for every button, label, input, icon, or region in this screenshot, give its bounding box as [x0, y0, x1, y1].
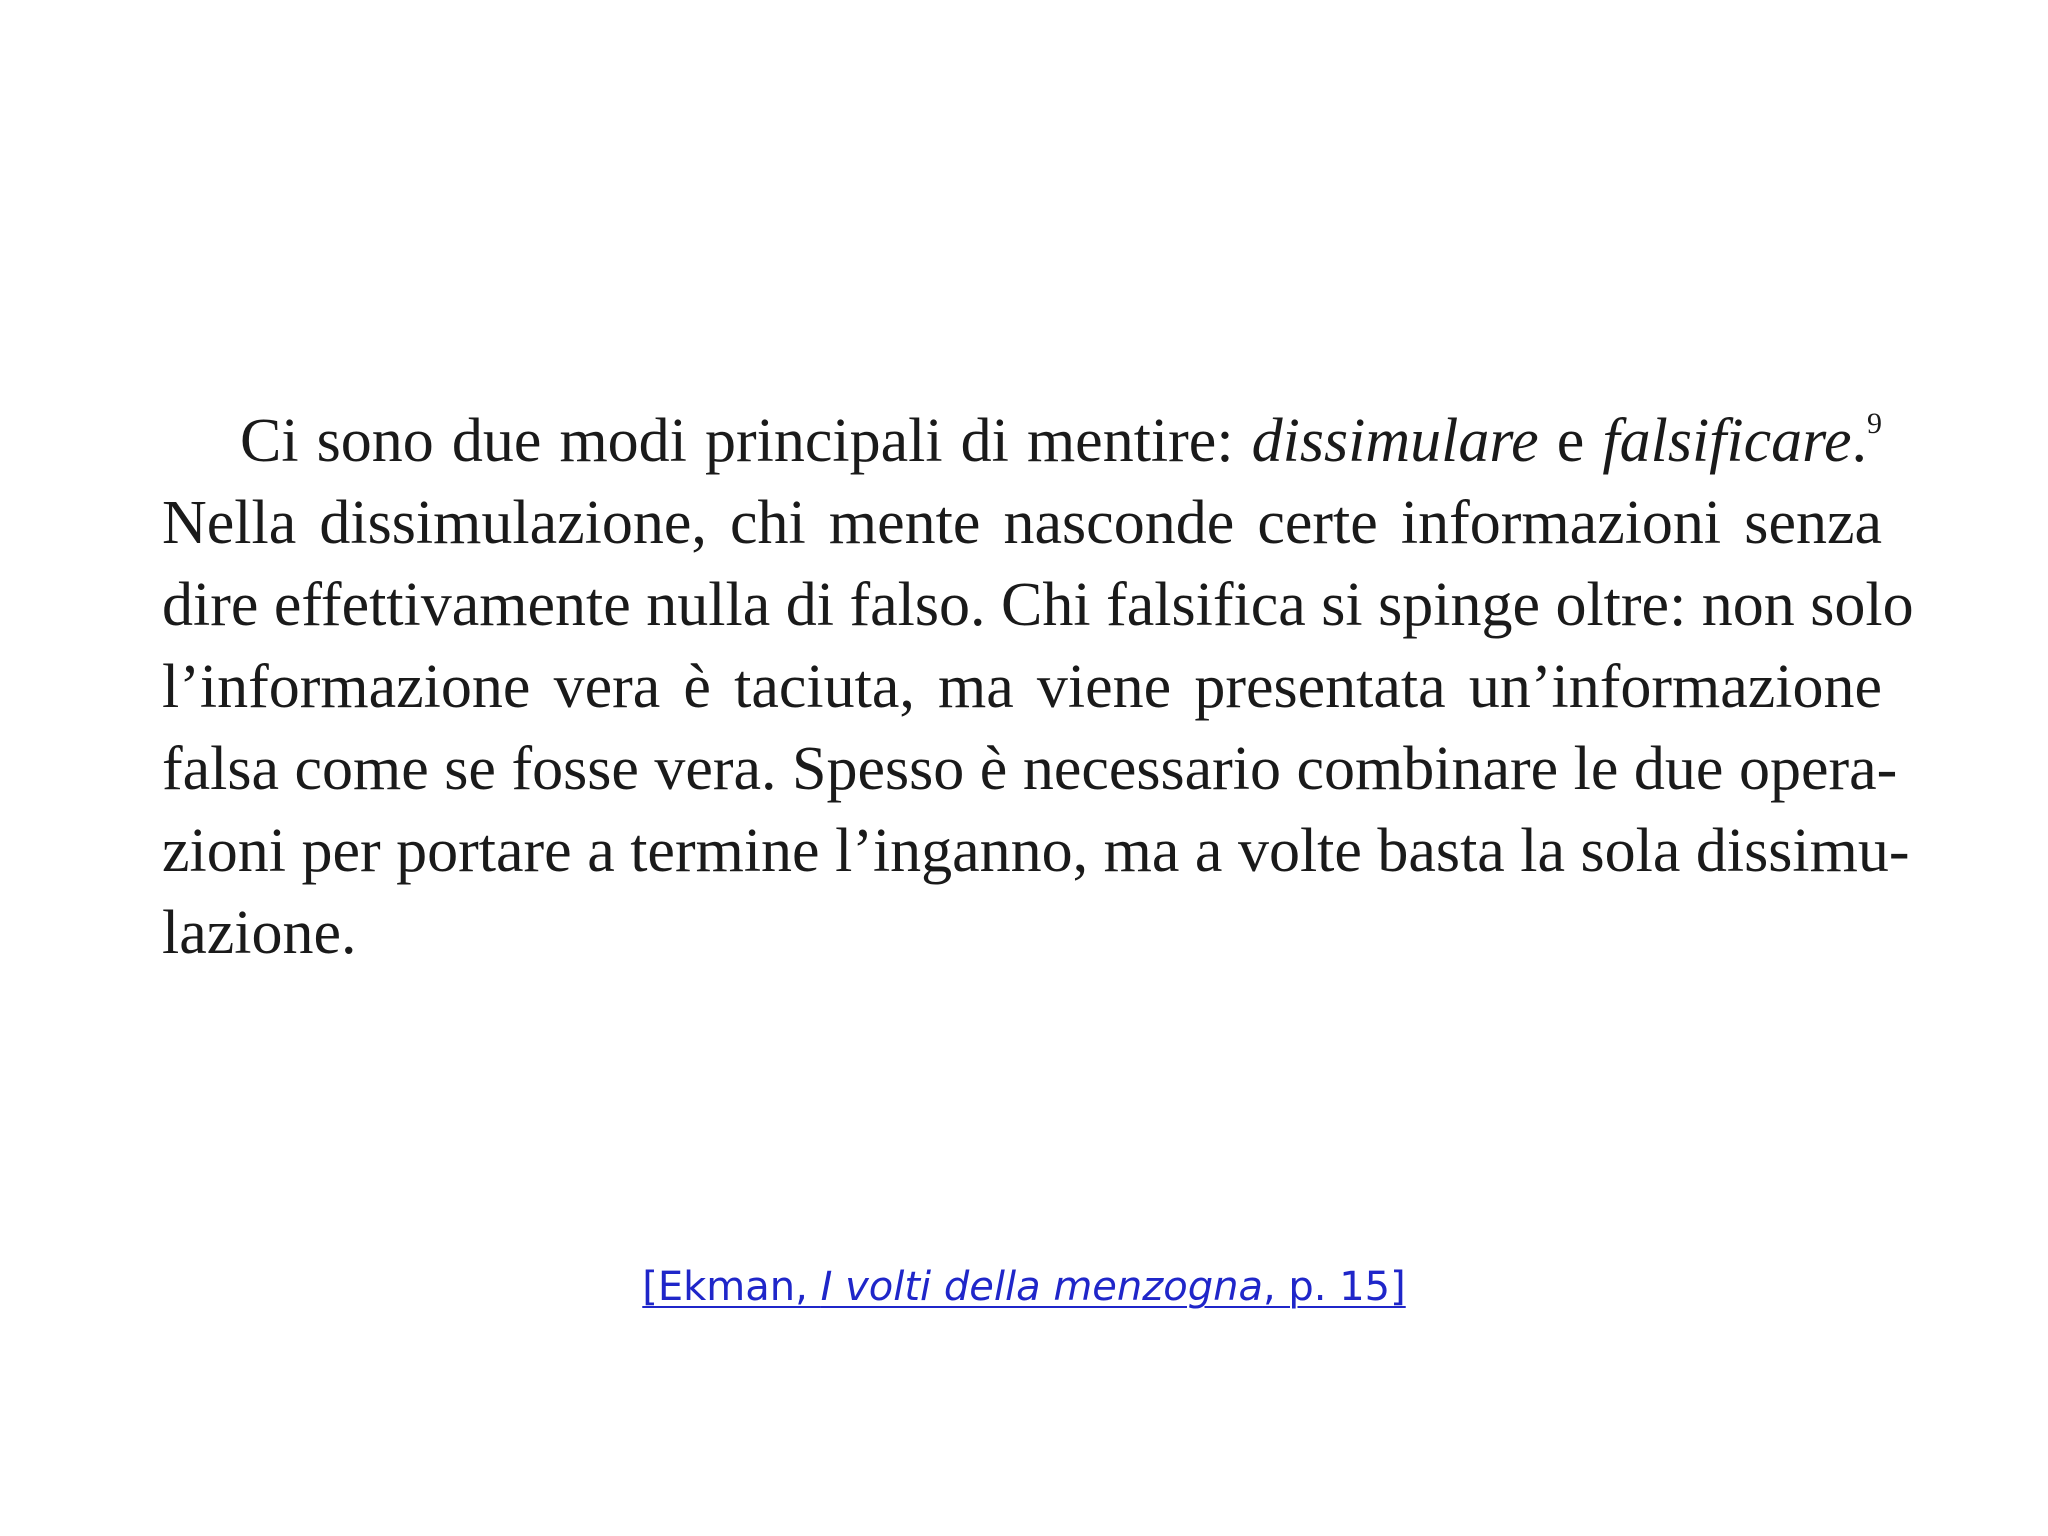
quote-line-5: falsa come se fosse vera. Spesso è necessario combinare le due opera-	[162, 735, 1898, 803]
citation-link[interactable]	[642, 1264, 1405, 1310]
italic-term-dissimulare: dissimulare	[1251, 407, 1539, 475]
quote-line-7: lazione.	[162, 899, 357, 967]
quote-line-1	[162, 400, 1882, 482]
quote-line-6: zioni per portare a termine l’inganno, ma a volte basta la sola dissimu-	[162, 817, 1910, 885]
quote-block	[162, 400, 1914, 974]
italic-term-falsificare: falsificare	[1602, 407, 1852, 475]
footnote-marker: 9	[1867, 407, 1882, 440]
quote-line-3: dire effettivamente nulla di falso. Chi falsifica si spinge oltre: non solo	[162, 571, 1914, 639]
quote-line-2: Nella dissimulazione, chi mente nasconde certe informazioni senza	[162, 489, 1882, 557]
quote-line-1-period: .	[1851, 407, 1867, 475]
citation-suffix: , p. 15]	[1262, 1264, 1406, 1310]
quote-line-1-conjunction: e	[1538, 407, 1603, 475]
quote-line-4: l’informazione vera è taciuta, ma viene presentata un’informazione	[162, 653, 1882, 721]
citation-caption	[0, 1262, 2048, 1312]
quote-line-1-text: Ci sono due modi principali di mentire:	[240, 407, 1252, 475]
citation-prefix: [Ekman,	[642, 1264, 821, 1310]
citation-book-title: I volti della menzogna	[820, 1264, 1263, 1310]
